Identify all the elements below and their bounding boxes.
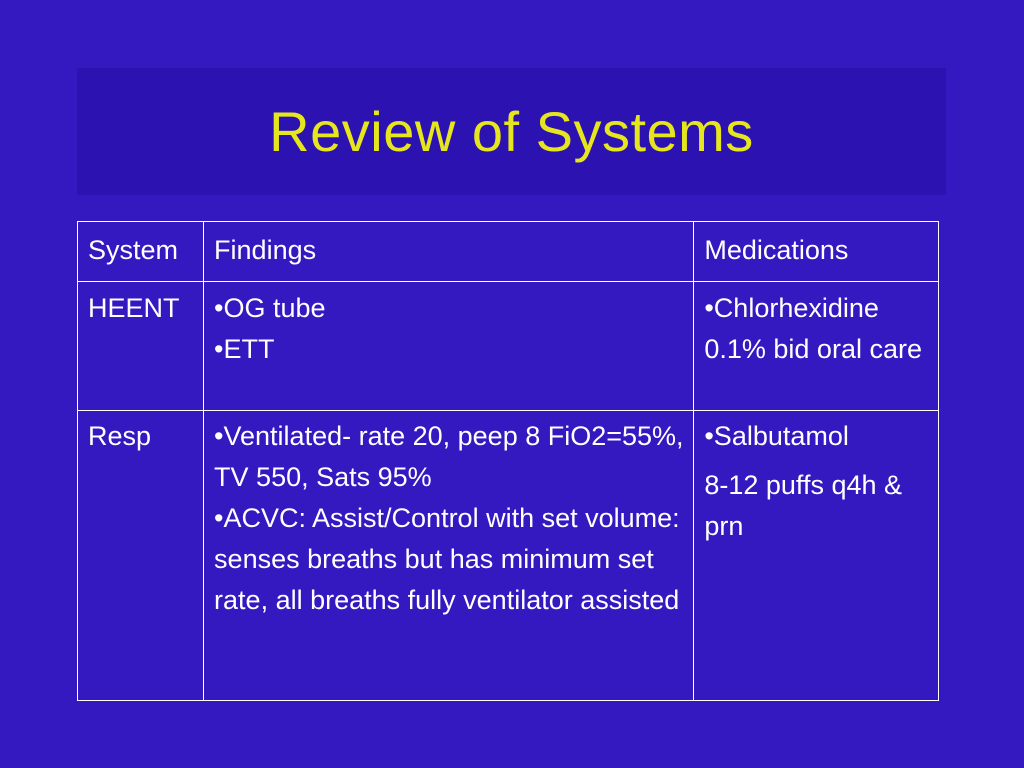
medication-item: •Chlorhexidine 0.1% bid oral care (704, 293, 922, 364)
finding-item: •ETT (214, 334, 275, 364)
table-row (78, 411, 939, 701)
header-system: System (78, 222, 204, 282)
header-findings: Findings (204, 222, 694, 282)
table-header-row (78, 222, 939, 282)
finding-item: •ACVC: Assist/Control with set volume: senses breaths but has minimum set rate, all breaths fully ventilator assisted (214, 503, 680, 615)
header-medications: Medications (694, 222, 939, 282)
medications-cell (694, 411, 939, 701)
review-of-systems-table (77, 221, 939, 701)
system-cell: Resp (78, 411, 204, 701)
finding-item: •Ventilated- rate 20, peep 8 FiO2=55%, TV 550, Sats 95% (214, 421, 684, 492)
findings-cell (204, 282, 694, 411)
slide-title: Review of Systems (269, 99, 754, 163)
system-cell: HEENT (78, 282, 204, 411)
medications-cell (694, 282, 939, 411)
title-band (77, 68, 946, 195)
medication-item: 8-12 puffs q4h & prn (704, 470, 903, 541)
table-row (78, 282, 939, 411)
findings-cell (204, 411, 694, 701)
medication-item: •Salbutamol (704, 421, 849, 451)
finding-item: •OG tube (214, 293, 326, 323)
